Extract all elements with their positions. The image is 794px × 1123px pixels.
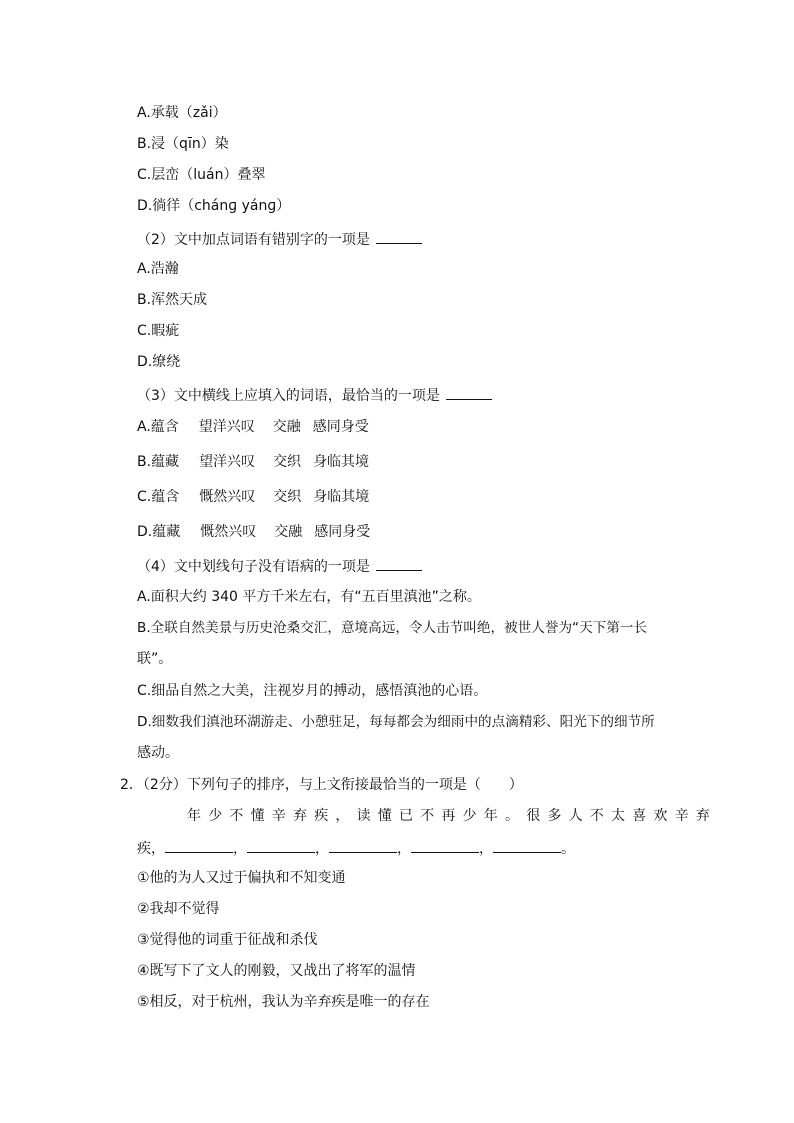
- option-word-3: 交融: [274, 524, 303, 540]
- q2-item-1: ①他的为人又过于偏执和不知变通: [137, 870, 346, 886]
- option-word-3: 交织: [273, 489, 302, 505]
- q1-sub4-prompt: [137, 556, 422, 576]
- q1-sub4-option-d-line1: D.细数我们滇池环湖游走、小憩驻足，每每都会为细雨中的点滴精彩、阳光下的细节所: [137, 714, 655, 730]
- option-word-3: 交织: [273, 454, 302, 470]
- q1-sub2-option-c: C.暇疵: [137, 323, 180, 339]
- q1-sub2-option-b: B.浑然天成: [137, 292, 208, 308]
- separator: ，: [479, 841, 493, 857]
- q2-stem-text: （2分）下列句子的排序，与上文衔接最恰当的一项是: [142, 777, 467, 793]
- end-mark: 。: [561, 841, 575, 857]
- option-word-2: 慨然兴叹: [199, 489, 256, 505]
- fill-blank-5: [493, 838, 561, 853]
- q1-sub4-option-d-line2: 感动。: [137, 745, 179, 761]
- answer-parentheses: （ ）: [466, 777, 523, 793]
- q1-sub4-option-b-line1: B.全联自然美景与历史沧桑交汇，意境高远，令人击节叫绝，被世人誉为“天下第一长: [137, 620, 648, 636]
- q2-item-2: ②我却不觉得: [137, 901, 220, 917]
- q1-sub1-option-c: C.层峦（luán）叠翠: [137, 167, 266, 183]
- q2-passage-line2: [137, 838, 575, 858]
- option-word-2: 望洋兴叹: [199, 454, 256, 470]
- option-letter: B.: [137, 454, 152, 470]
- option-letter: A.: [137, 419, 151, 435]
- separator: ，: [233, 841, 247, 857]
- option-letter: C.: [137, 489, 152, 505]
- option-word-3: 交融: [272, 419, 301, 435]
- q2-stem: [120, 776, 523, 794]
- separator: ，: [315, 841, 329, 857]
- q1-sub3-prompt-text: （3）文中横线上应填入的词语，最恰当的一项是: [137, 388, 440, 404]
- q1-sub4-option-c: C.细品自然之大美，注视岁月的搏动，感悟滇池的心语。: [137, 683, 488, 699]
- fill-blank-3: [329, 838, 397, 853]
- option-word-4: 感同身受: [312, 419, 369, 435]
- q1-sub4-option-a: A.面积大约 340 平方千米左右，有“五百里滇池”之称。: [137, 589, 481, 605]
- q1-sub1-option-a: A.承载（zǎi）: [137, 105, 227, 121]
- answer-blank: [376, 556, 422, 571]
- q1-sub4-prompt-text: （4）文中划线句子没有语病的一项是: [137, 559, 370, 575]
- separator: ，: [397, 841, 411, 857]
- q2-item-4: ④既写下了文人的刚毅，又战出了将军的温情: [137, 963, 416, 979]
- option-letter: D.: [137, 524, 153, 540]
- q1-sub2-prompt-text: （2）文中加点词语有错别字的一项是: [137, 232, 370, 248]
- fill-blank-1: [165, 838, 233, 853]
- fill-blank-4: [411, 838, 479, 853]
- question-number: 2．: [120, 777, 143, 793]
- option-word-4: 感同身受: [314, 524, 371, 540]
- option-word-2: 慨然兴叹: [200, 524, 257, 540]
- option-word-1: 蕴藏: [151, 454, 180, 470]
- q1-sub3-option-a: [137, 418, 369, 436]
- option-word-1: 蕴含: [150, 419, 179, 435]
- q1-sub2-option-a: A.浩瀚: [137, 261, 179, 277]
- q1-sub3-option-c: [137, 488, 369, 506]
- q1-sub1-option-d: D.徜徉（chánɡ yánɡ）: [137, 198, 291, 214]
- answer-blank: [446, 385, 492, 400]
- q2-item-5: ⑤相反，对于杭州，我认为辛弃疾是唯一的存在: [137, 994, 430, 1010]
- option-word-2: 望洋兴叹: [198, 419, 255, 435]
- q2-passage-line1: 年少不懂辛弃疾，读懂已不再少年。很多人不太喜欢辛弃: [187, 808, 717, 824]
- q1-sub3-prompt: [137, 385, 492, 405]
- fill-blank-2: [247, 838, 315, 853]
- q1-sub2-option-d: D.缭绕: [137, 354, 181, 370]
- option-word-4: 身临其境: [313, 454, 370, 470]
- q1-sub4-option-b-line2: 联”。: [137, 651, 173, 667]
- q1-sub3-option-b: [137, 453, 369, 471]
- q2-passage-line2-prefix: 疾，: [137, 841, 165, 857]
- option-word-1: 蕴藏: [152, 524, 181, 540]
- q1-sub2-prompt: [137, 229, 422, 249]
- q1-sub1-option-b: B.浸（qīn）染: [137, 136, 229, 152]
- option-word-4: 身临其境: [313, 489, 370, 505]
- q2-item-3: ③觉得他的词重于征战和杀伐: [137, 932, 318, 948]
- q1-sub3-option-d: [137, 523, 370, 541]
- answer-blank: [376, 229, 422, 244]
- option-word-1: 蕴含: [151, 489, 180, 505]
